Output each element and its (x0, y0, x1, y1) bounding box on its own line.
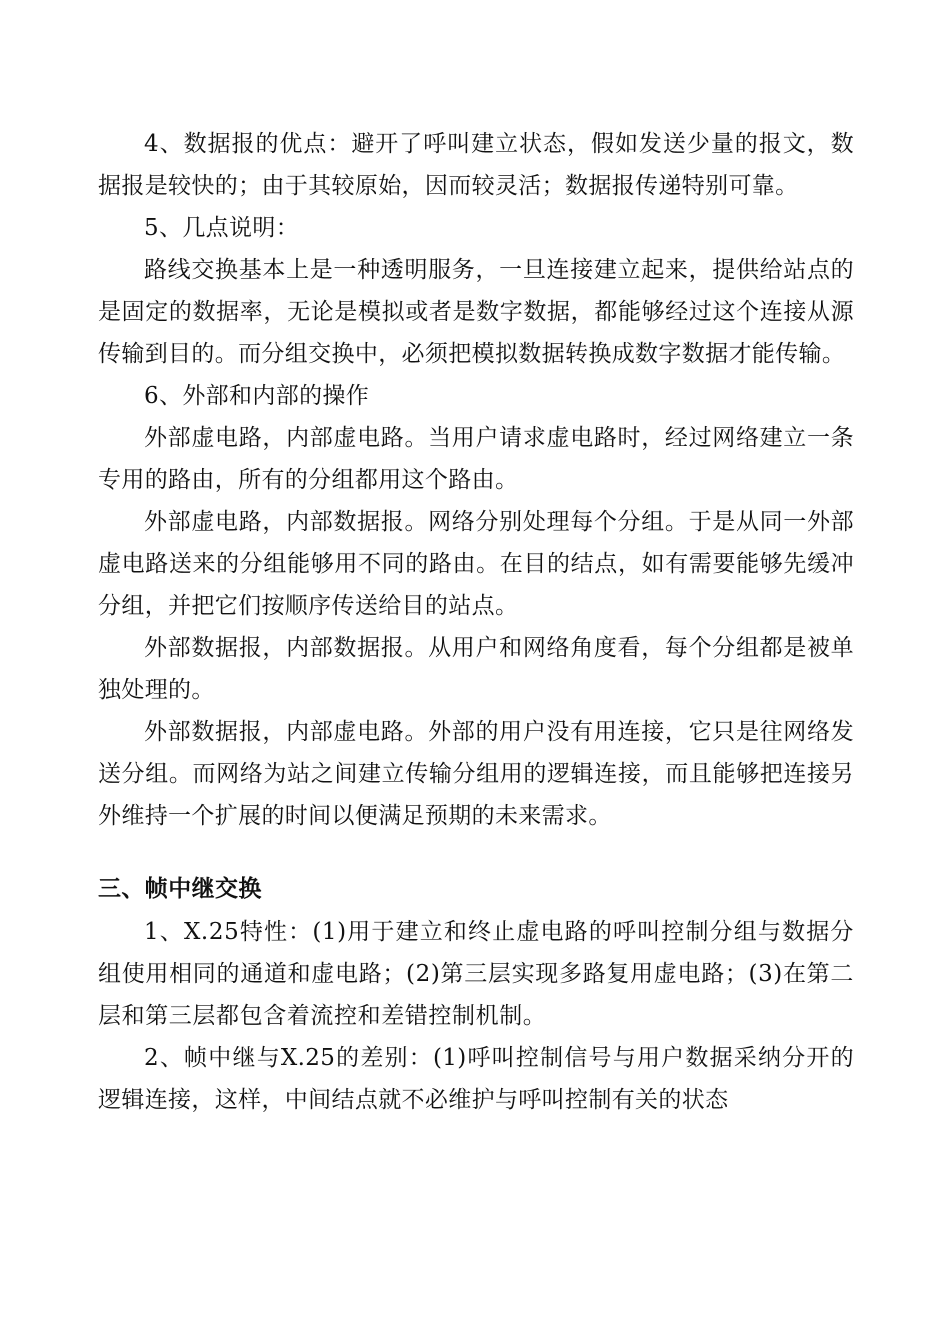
paragraph-vc-vc: 外部虚电路，内部虚电路。当用户请求虚电路时，经过网络建立一条专用的路由，所有的分组都用这个路由。 (98, 425, 854, 493)
paragraph-datagram-vc: 外部数据报，内部虚电路。外部的用户没有用连接，它只是往网络发送分组。而网络为站之间建立传输分组用的逻辑连接，而且能够把连接另外维持一个扩展的时间以便满足预期的未来需求。 (98, 719, 854, 829)
paragraph-datagram-datagram: 外部数据报，内部数据报。从用户和网络角度看，每个分组都是被单独处理的。 (98, 635, 854, 703)
paragraph-vc-datagram: 外部虚电路，内部数据报。网络分别处理每个分组。于是从同一外部虚电路送来的分组能够用不同的路由。在目的结点，如有需要能够先缓冲分组，并把它们按顺序传送给目的站点。 (98, 509, 854, 619)
paragraph-circuit-switching: 路线交换基本上是一种透明服务，一旦连接建立起来，提供给站点的是固定的数据率，无论是模拟或者是数字数据，都能够经过这个连接从源传输到目的。而分组交换中，必须把模拟数据转换成数字数据才能传输。 (98, 257, 854, 367)
paragraph-external-internal-heading: 6、外部和内部的操作 (144, 383, 370, 409)
section-spacing (98, 837, 854, 867)
document-body (98, 123, 854, 1121)
paragraph-x25-features: 1、X.25特性：(1)用于建立和终止虚电路的呼叫控制分组与数据分组使用相同的通道和虚电路；(2)第三层实现多路复用虚电路；(3)在第二层和第三层都包含着流控和差错控制机制。 (98, 919, 854, 1029)
paragraph-datagram-advantages: 4、数据报的优点：避开了呼叫建立状态，假如发送少量的报文，数据报是较快的；由于其较原始，因而较灵活；数据报传递特别可靠。 (98, 131, 854, 199)
section-title-frame-relay: 三、帧中继交换 (98, 875, 262, 902)
paragraph-frame-relay-difference: 2、帧中继与X.25的差别：(1)呼叫控制信号与用户数据采纳分开的逻辑连接，这样，中间结点就不必维护与呼叫控制有关的状态 (98, 1045, 854, 1113)
paragraph-notes-heading: 5、几点说明： (144, 215, 300, 241)
